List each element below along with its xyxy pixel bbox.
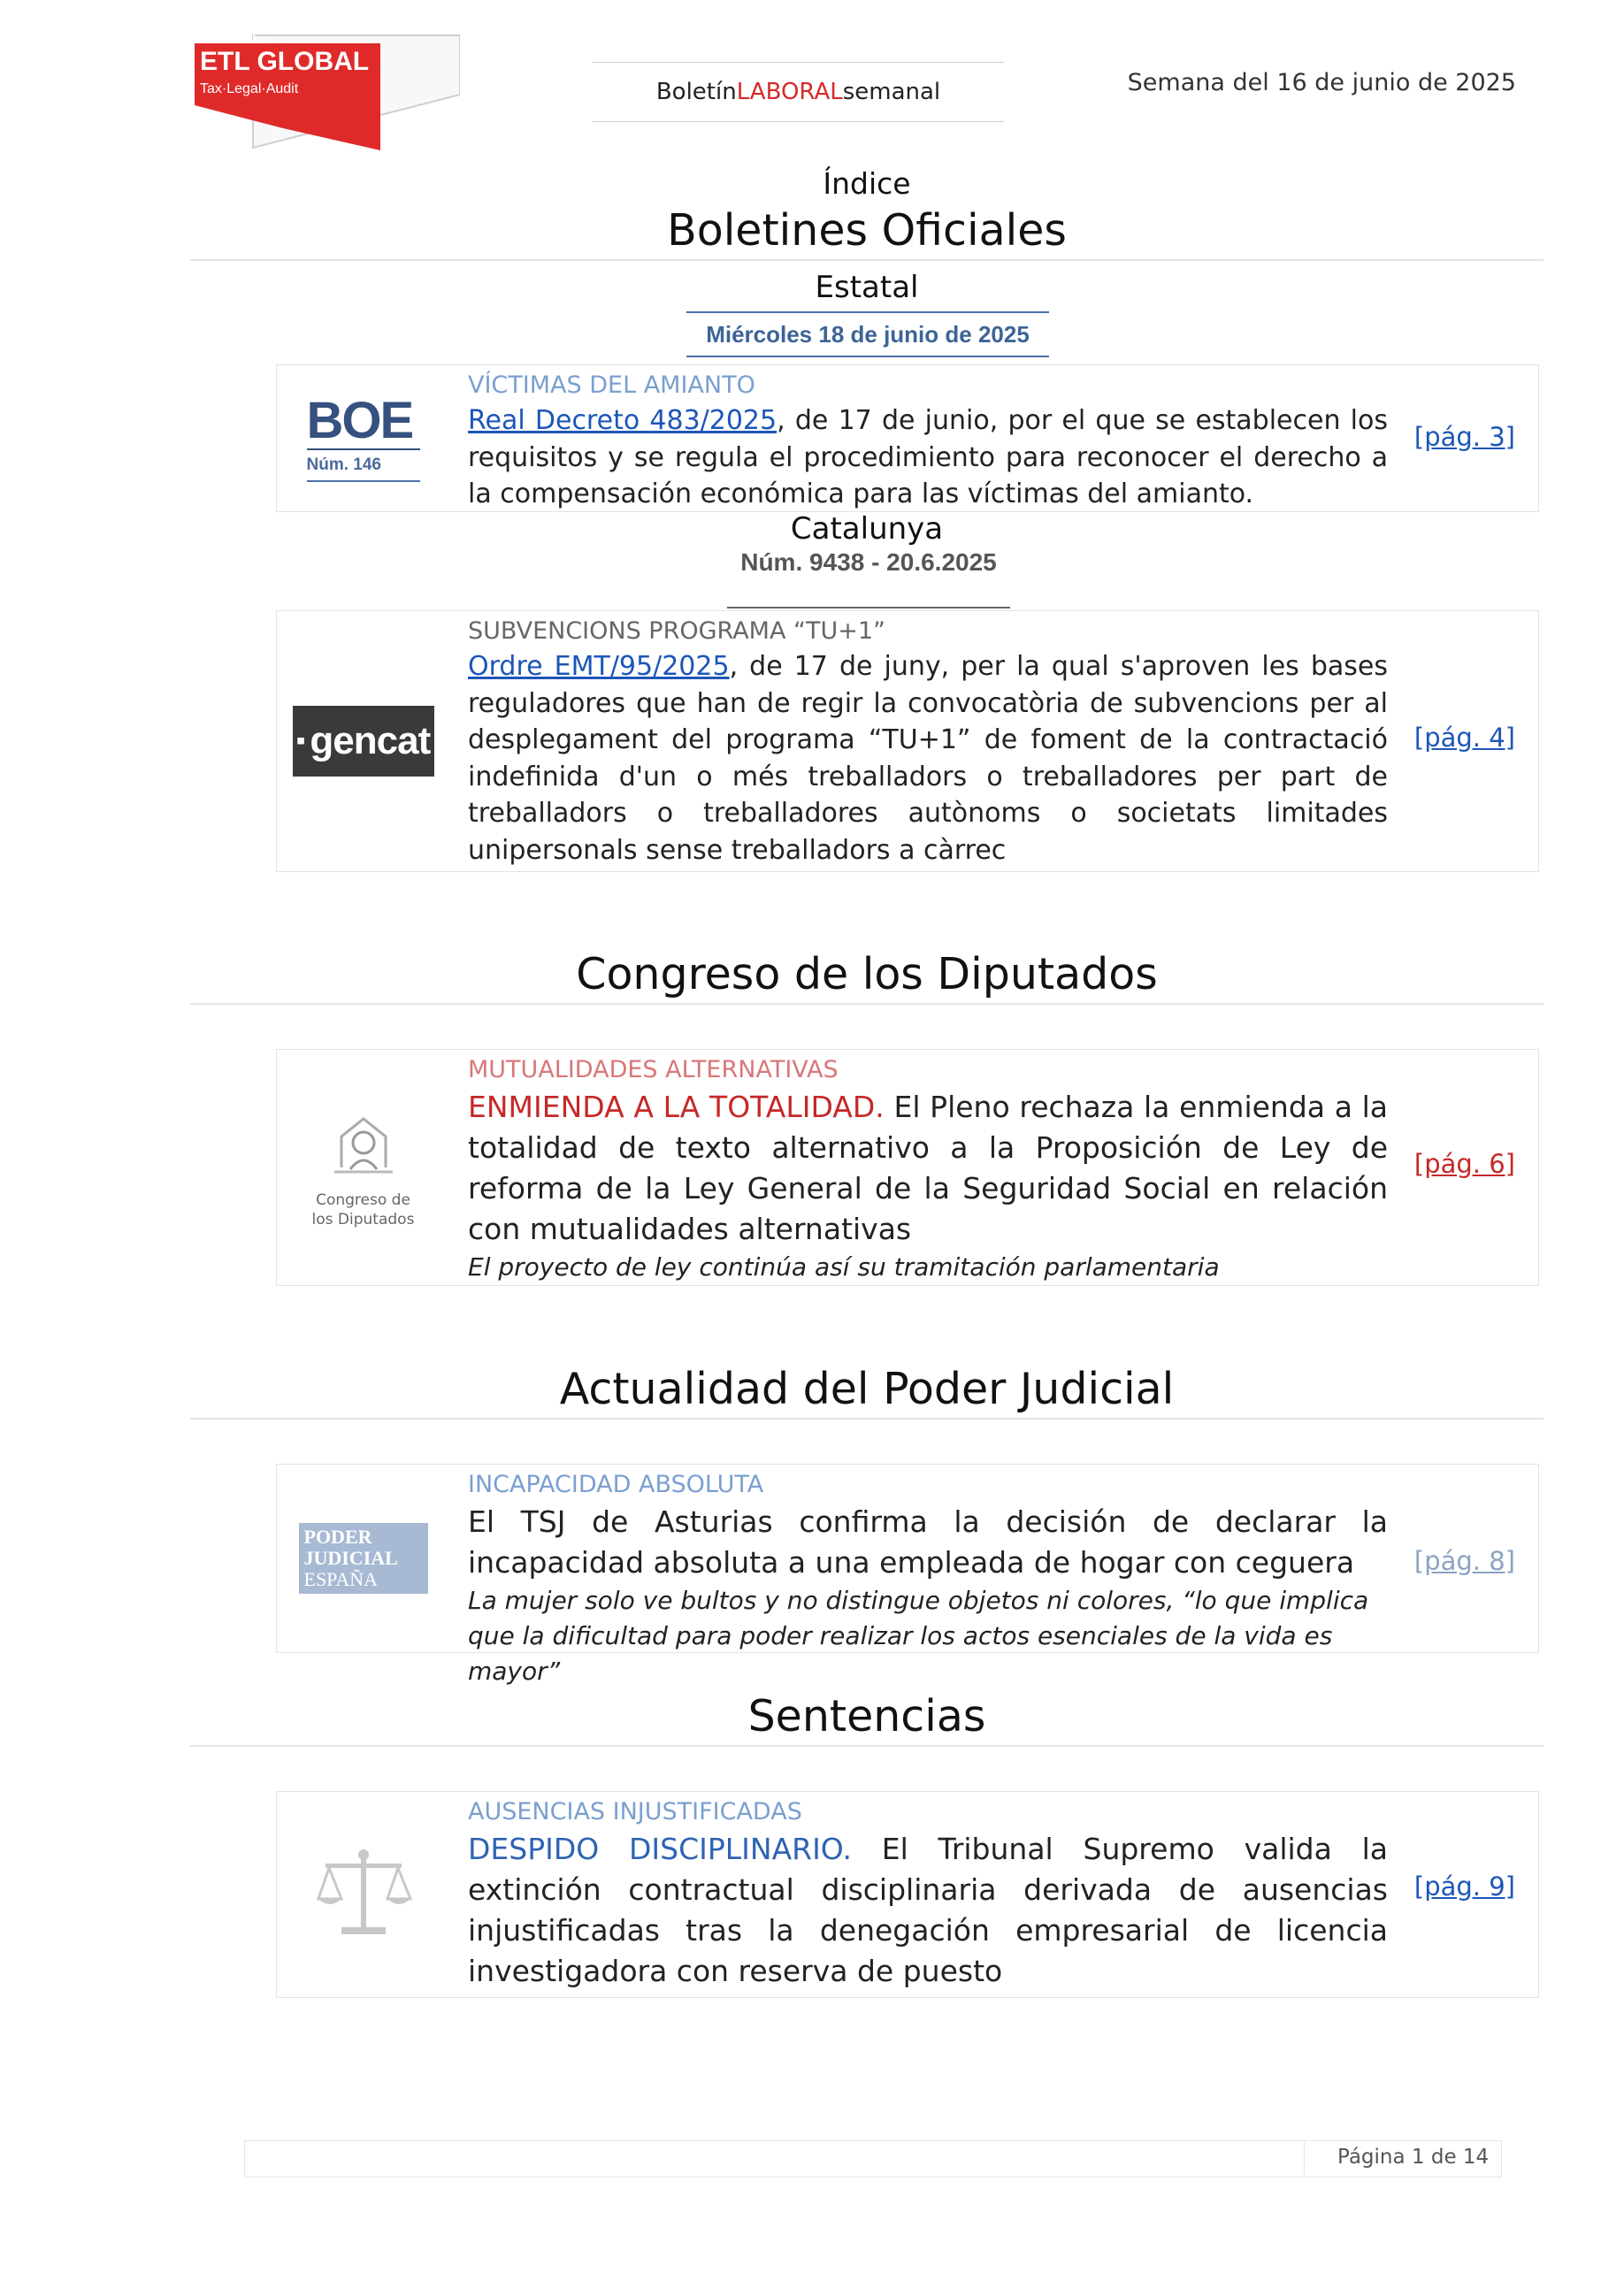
card-sentencias xyxy=(276,1791,1539,1998)
item-description: El TSJ de Asturias confirma la decisión de declarar la incapacidad absoluta a una empleada de hogar con ceguera xyxy=(468,1504,1388,1580)
item-description: , de 17 de juny, per la qual s'aproven les bases reguladores que han de regir la convocatòria de subvencions per al desplegament del programa “TU+1” de foment de la contractació indefinida d'un o més treballadors o treballadores per part de treballadors o treballadores autònoms o societats limitades unipersonals sense treballadors a càrrec xyxy=(468,651,1388,866)
date-badge: Miércoles 18 de junio de 2025 xyxy=(686,311,1049,357)
logo-text: ETL GLOBAL xyxy=(200,47,370,76)
scales-of-justice-icon xyxy=(315,1846,412,1943)
category-label: AUSENCIAS INJUSTIFICADAS xyxy=(468,1798,802,1825)
page-link-6[interactable]: [pág. 6] xyxy=(1413,1149,1515,1179)
boe-icon: BOE xyxy=(307,395,420,450)
item-text xyxy=(468,402,1388,513)
pj-logo-line2: JUDICIAL xyxy=(303,1547,398,1569)
item-text xyxy=(468,1829,1388,1992)
ordre-link[interactable]: Ordre EMT/95/2025 xyxy=(468,651,730,682)
index-heading: Índice xyxy=(823,166,911,201)
item-description: , de 17 de junio, por el que se establecen los requisitos y se regula el procedimiento para reconocer el derecho a la compensación económica para las víctimas del amianto. xyxy=(468,405,1389,509)
category-label: SUBVENCIONS PROGRAMA “TU+1” xyxy=(468,617,886,645)
subsection-catalunya: Catalunya xyxy=(790,511,944,547)
item-lead: DESPIDO DISCIPLINARIO. xyxy=(468,1832,852,1866)
item-description: El Pleno rechaza la enmienda a la totalidad de texto alternativo a la Proposición de Ley de reforma de la Ley General de la Seguridad Social en relación con mutualidades alternativas xyxy=(468,1090,1388,1246)
scales-logo xyxy=(277,1792,449,1997)
section-title-sentencias: Sentencias xyxy=(190,1691,1544,1747)
congreso-logo-line1: Congreso de xyxy=(316,1191,410,1209)
item-text xyxy=(468,648,1388,869)
subsection-estatal: Estatal xyxy=(815,270,919,305)
footer-separator xyxy=(1304,2140,1305,2176)
boe-number: Núm. 146 xyxy=(307,450,420,482)
page-link-4[interactable]: [pág. 4] xyxy=(1413,723,1515,753)
category-label: MUTUALIDADES ALTERNATIVAS xyxy=(468,1056,839,1083)
section-title-congreso: Congreso de los Diputados xyxy=(190,949,1544,1005)
gencat-icon: ▪︎ gencat xyxy=(293,706,434,777)
congreso-logo-line2: los Diputados xyxy=(311,1211,415,1228)
real-decreto-link[interactable]: Real Decreto 483/2025 xyxy=(468,405,778,436)
card-judicial xyxy=(276,1464,1539,1686)
dogc-number-badge: Núm. 9438 - 20.6.2025 xyxy=(727,548,1010,612)
gencat-logo xyxy=(277,611,449,871)
item-lead: ENMIENDA A LA TOTALIDAD. xyxy=(468,1090,885,1124)
pj-logo-line1: PODER xyxy=(303,1526,372,1548)
page-link-9[interactable]: [pág. 9] xyxy=(1413,1871,1515,1902)
boe-logo xyxy=(277,365,449,511)
page-link-8[interactable]: [pág. 8] xyxy=(1413,1546,1515,1576)
item-subtitle: El proyecto de ley continúa así su tramitación parlamentaria xyxy=(468,1252,1220,1282)
congreso-lion-icon xyxy=(324,1106,403,1185)
congreso-logo xyxy=(277,1050,449,1285)
category-label: INCAPACIDAD ABSOLUTA xyxy=(468,1471,764,1498)
section-title-boletines: Boletines Oficiales xyxy=(190,205,1544,261)
bulletin-suffix: semanal xyxy=(842,79,941,105)
card-boe xyxy=(276,364,1539,512)
week-label: Semana del 16 de junio de 2025 xyxy=(1127,69,1516,96)
logo-tagline: Tax·Legal·Audit xyxy=(200,81,299,96)
category-label: VÍCTIMAS DEL AMIANTO xyxy=(468,371,755,399)
pj-logo-line3: ESPAÑA xyxy=(303,1568,379,1590)
footer-box xyxy=(244,2140,1502,2177)
gencat-logo-text: gencat xyxy=(310,719,431,762)
item-subtitle: La mujer solo ve bultos y no distingue objetos ni colores, “lo que implica que la dificultad para poder realizar los actos esenciales de la vida es mayor” xyxy=(468,1586,1369,1686)
item-text xyxy=(468,1087,1388,1250)
etl-global-logo xyxy=(195,31,460,155)
bulletin-title xyxy=(593,62,1004,122)
item-description: El Tribunal Supremo valida la extinción contractual disciplinaria derivada de ausencias injustificadas tras la denegación empresarial de licencia investigadora con reserva de puesto xyxy=(468,1832,1388,1988)
section-title-judicial: Actualidad del Poder Judicial xyxy=(190,1364,1544,1420)
card-gencat xyxy=(276,610,1539,872)
page-link-3[interactable]: [pág. 3] xyxy=(1413,422,1515,452)
poder-judicial-logo xyxy=(277,1465,449,1652)
bulletin-highlight: LABORAL xyxy=(736,79,843,105)
bulletin-prefix: Boletín xyxy=(655,79,737,105)
page-number: Página 1 de 14 xyxy=(1337,2146,1490,2169)
card-congreso xyxy=(276,1049,1539,1286)
